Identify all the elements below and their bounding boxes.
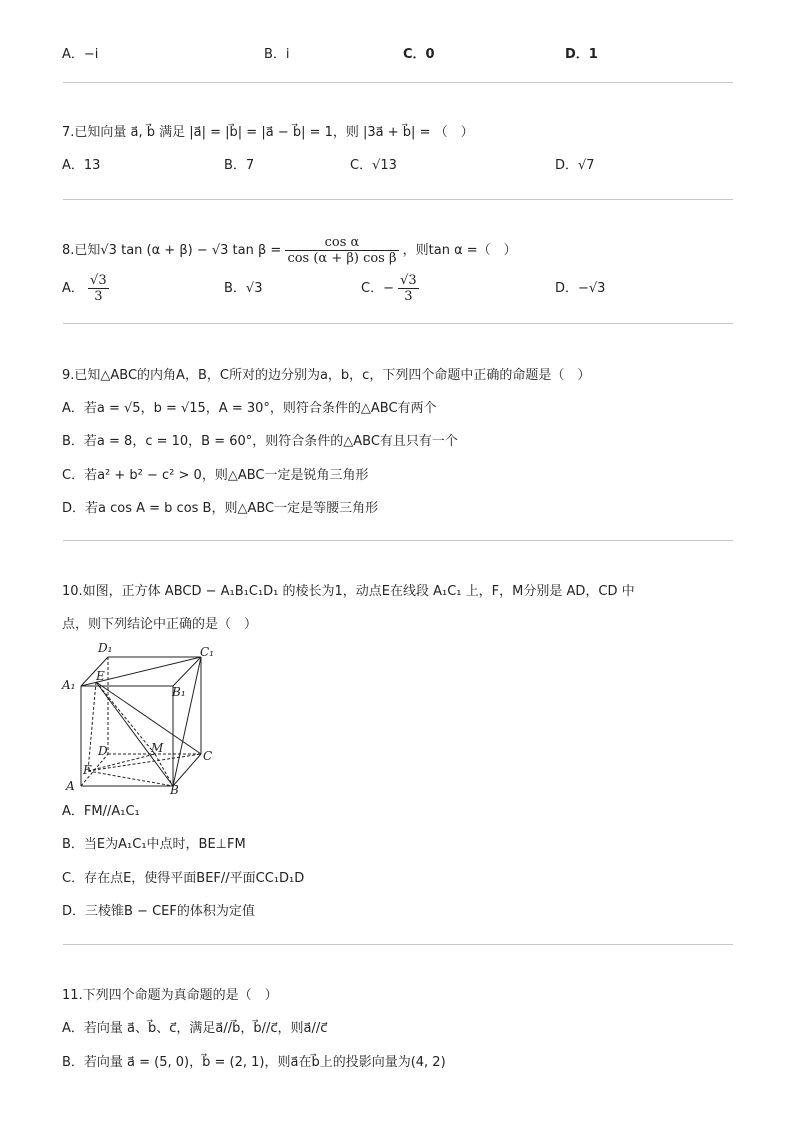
q10-option-a: A．FM//A₁C₁ — [62, 804, 140, 819]
q10-stem-line2: 点，则下列结论中正确的是（ ） — [62, 617, 258, 632]
q6-option-c: C．0 — [403, 47, 435, 62]
q9-option-b: B．若a = 8，c = 10，B = 60°，则符合条件的△ABC有且只有一个 — [62, 434, 458, 449]
label-b1: B₁ — [172, 685, 186, 699]
q8-option-a-denominator: 3 — [94, 289, 103, 304]
q8-stem — [62, 234, 517, 268]
q8-option-c — [361, 272, 419, 306]
q7-option-a: A．13 — [62, 158, 101, 173]
q9-option-a: A．若a = √5，b = √15，A = 30°，则符合条件的△ABC有两个 — [62, 401, 437, 416]
label-f: F — [83, 763, 92, 777]
q8-fraction-denominator: cos (α + β) cos β — [287, 251, 397, 266]
q9-stem: 9.已知△ABC的内角A，B，C所对的边分别为a，b，c，下列四个命题中正确的命题是（ ） — [62, 368, 591, 383]
q8-fraction-numerator: cos α — [285, 235, 398, 251]
q11-stem: 11.下列四个命题为真命题的是（ ） — [62, 988, 278, 1003]
divider — [63, 944, 733, 945]
label-b: B — [170, 783, 179, 796]
divider — [63, 323, 733, 324]
label-a1: A₁ — [62, 678, 76, 692]
q9-option-c: C．若a² + b² − c² > 0，则△ABC一定是锐角三角形 — [62, 468, 369, 483]
q6-option-a: A．−i — [62, 47, 99, 62]
divider — [63, 199, 733, 200]
q10-option-b: B．当E为A₁C₁中点时，BE⊥FM — [62, 837, 246, 852]
divider — [63, 82, 733, 83]
q11-option-a: A．若向量 a⃗、b⃗、c⃗，满足a⃗//b⃗，b⃗//c⃗，则a⃗//c⃗ — [62, 1021, 328, 1036]
q10-option-d: D．三棱锥B − CEF的体积为定值 — [62, 904, 255, 919]
q8-option-a-label: A． — [62, 281, 84, 296]
cube-figure — [58, 636, 228, 796]
label-m: M — [151, 741, 164, 755]
label-d1: D₁ — [98, 641, 113, 655]
q8-option-a-numerator: √3 — [90, 273, 107, 288]
q8-option-c-fraction — [398, 273, 419, 304]
q8-option-c-label: C．− — [361, 281, 394, 296]
label-e: E — [96, 669, 105, 683]
label-c1: C₁ — [200, 645, 214, 659]
q10-stem-line1: 10.如图，正方体 ABCD − A₁B₁C₁D₁ 的棱长为1，动点E在线段 A₁C₁ 上，F，M分别是 AD，CD 中 — [62, 584, 635, 599]
label-c: C — [203, 749, 213, 763]
q9-option-d: D．若a cos A = b cos B，则△ABC一定是等腰三角形 — [62, 501, 379, 516]
q6-option-b: B．i — [264, 47, 290, 62]
q8-option-d: D．−√3 — [555, 281, 606, 296]
q8-option-c-denominator: 3 — [404, 289, 413, 304]
q8-option-c-numerator: √3 — [400, 273, 417, 288]
q8-fraction — [285, 235, 398, 266]
q7-option-d: D．√7 — [555, 158, 595, 173]
q10-option-c: C．存在点E，使得平面BEF//平面CC₁D₁D — [62, 871, 305, 886]
q8-option-a — [62, 272, 109, 306]
q11-option-b: B．若向量 a⃗ = (5, 0)，b⃗ = (2, 1)，则a⃗在b⃗上的投影向量为(4, 2) — [62, 1055, 446, 1070]
q8-option-b: B．√3 — [224, 281, 263, 296]
q8-option-a-fraction — [88, 273, 109, 304]
q7-option-b: B．7 — [224, 158, 255, 173]
q6-option-d: D．1 — [565, 47, 598, 62]
q7-stem: 7.已知向量 a⃗, b⃗ 满足 |a⃗| = |b⃗| = |a⃗ − b⃗| = 1，则 |3a⃗ + b⃗| = （ ） — [62, 125, 474, 140]
label-d: D — [98, 744, 108, 758]
q7-option-c: C．√13 — [350, 158, 397, 173]
q8-stem-post: ，则tan α =（ ） — [402, 243, 517, 258]
divider — [63, 540, 733, 541]
label-a: A — [66, 779, 75, 793]
q8-stem-pre: 8.已知√3 tan (α + β) − √3 tan β = — [62, 243, 282, 258]
